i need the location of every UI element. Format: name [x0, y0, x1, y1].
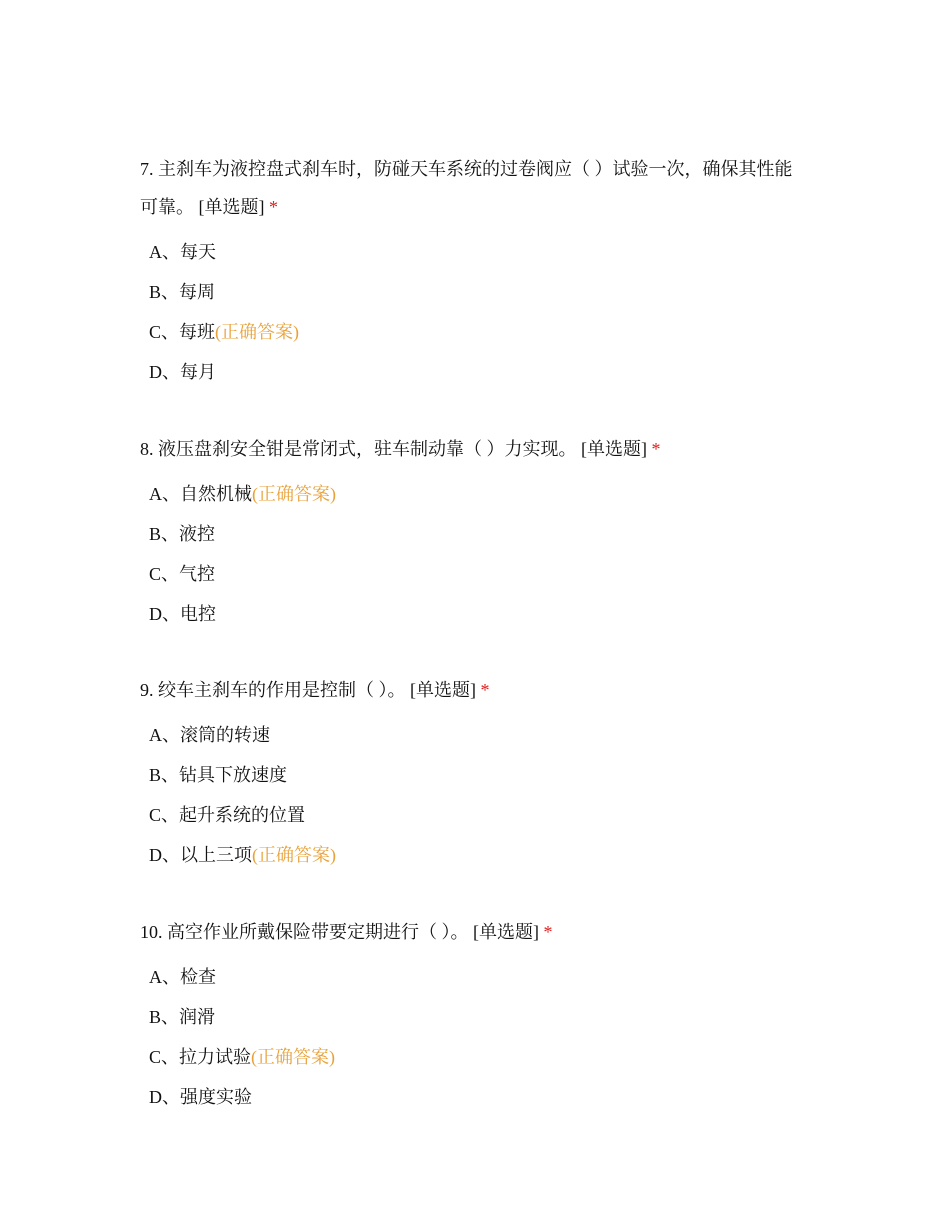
question-title: [140, 671, 810, 709]
option-c: [140, 312, 810, 352]
option-c: [140, 795, 810, 835]
option-label: B、钻具下放速度: [149, 765, 288, 785]
option-label: C、起升系统的位置: [149, 805, 306, 825]
option-label: D、电控: [149, 604, 216, 624]
option-a: [140, 957, 810, 997]
question-number: 8.: [140, 439, 154, 459]
question-10: [140, 913, 810, 1117]
option-a: [140, 474, 810, 514]
question-type-tag: [单选题]: [410, 680, 476, 700]
option-c: [140, 1037, 810, 1077]
required-mark: *: [651, 439, 661, 459]
option-label: A、每天: [149, 242, 216, 262]
question-text: 液压盘刹安全钳是常闭式，驻车制动靠（ ）力实现。: [158, 439, 577, 459]
question-text: 高空作业所戴保险带要定期进行（ ）。: [167, 922, 469, 942]
option-a: [140, 232, 810, 272]
option-label: A、自然机械: [149, 484, 252, 504]
question-title: [140, 430, 810, 468]
question-type-tag: [单选题]: [581, 439, 647, 459]
correct-answer-note: (正确答案): [251, 1047, 336, 1067]
question-type-tag: [单选题]: [198, 197, 265, 217]
option-d: [140, 835, 810, 875]
required-mark: *: [480, 680, 490, 700]
question-type-tag: [单选题]: [473, 922, 539, 942]
question-text: 绞车主刹车的作用是控制（ ）。: [158, 680, 406, 700]
question-title: [140, 913, 810, 951]
required-mark: *: [269, 197, 278, 217]
question-8: [140, 430, 810, 634]
correct-answer-note: (正确答案): [252, 845, 336, 865]
option-label: C、每班: [149, 322, 216, 342]
required-mark: *: [543, 922, 553, 942]
option-label: B、每周: [149, 282, 216, 302]
option-a: [140, 715, 810, 755]
question-number: 9.: [140, 680, 154, 700]
option-label: A、检查: [149, 967, 216, 987]
option-b: [140, 272, 810, 312]
question-number: 7.: [140, 159, 154, 179]
option-label: C、气控: [149, 564, 216, 584]
option-b: [140, 514, 810, 554]
option-d: [140, 594, 810, 634]
correct-answer-note: (正确答案): [215, 322, 300, 342]
option-b: [140, 997, 810, 1037]
question-9: [140, 671, 810, 875]
option-c: [140, 554, 810, 594]
option-label: D、每月: [149, 362, 216, 382]
option-label: D、以上三项: [149, 845, 252, 865]
question-7: [140, 150, 810, 392]
question-text: 主刹车为液控盘式刹车时，防碰天车系统的过卷阀应（ ）试验一次，确保其性能可靠。: [140, 159, 793, 217]
correct-answer-note: (正确答案): [252, 484, 336, 504]
option-label: B、润滑: [149, 1007, 216, 1027]
option-b: [140, 755, 810, 795]
option-label: D、强度实验: [149, 1087, 252, 1107]
option-d: [140, 1077, 810, 1117]
question-title: [140, 150, 810, 226]
option-label: B、液控: [149, 524, 216, 544]
option-label: A、滚筒的转速: [149, 725, 270, 745]
option-label: C、拉力试验: [149, 1047, 252, 1067]
question-number: 10.: [140, 922, 163, 942]
option-d: [140, 352, 810, 392]
